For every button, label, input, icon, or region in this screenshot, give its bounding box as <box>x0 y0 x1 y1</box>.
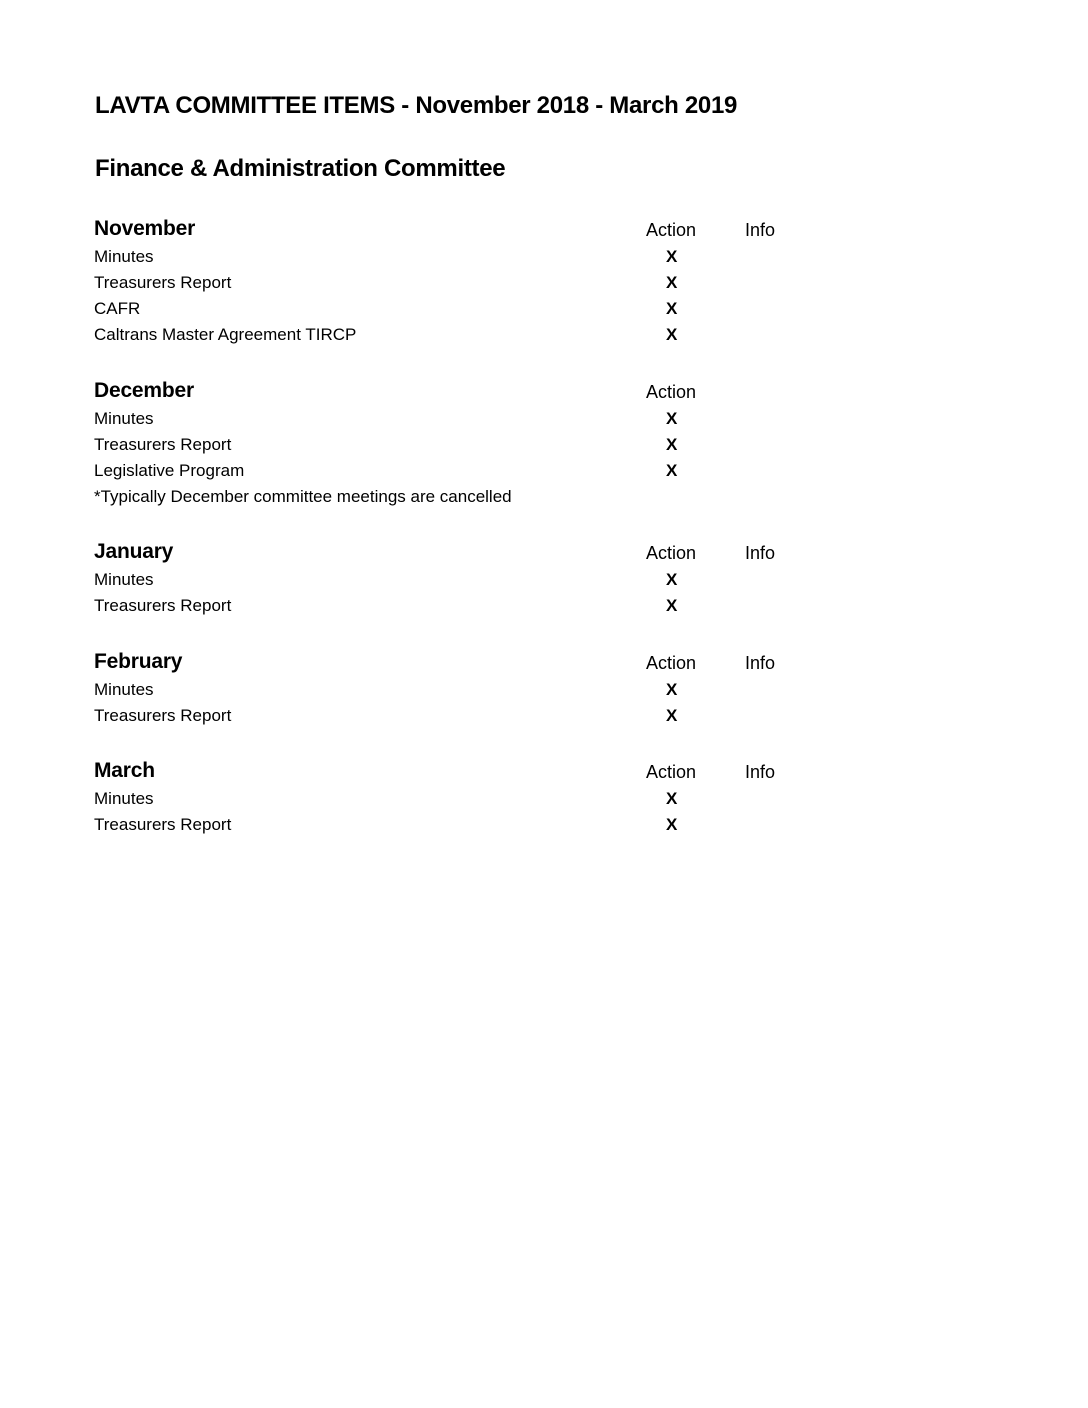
section-note <box>94 485 814 511</box>
action-column-header: Action <box>646 762 697 782</box>
action-mark: X <box>666 789 678 808</box>
item-label: Minutes <box>94 409 154 428</box>
item-row <box>94 271 814 297</box>
document-title: LAVTA COMMITTEE ITEMS - November 2018 - March 2019 <box>95 92 738 119</box>
month-heading: November <box>94 217 196 240</box>
item-row <box>94 594 814 620</box>
action-mark: X <box>666 706 678 725</box>
item-row <box>94 433 814 459</box>
item-row <box>94 813 814 839</box>
item-label: CAFR <box>94 299 141 318</box>
section-header <box>94 759 814 787</box>
item-label: Minutes <box>94 680 154 699</box>
item-label: Minutes <box>94 789 154 808</box>
item-row <box>94 568 814 594</box>
action-mark: X <box>666 409 678 428</box>
item-row <box>94 323 814 349</box>
action-mark: X <box>666 325 678 344</box>
cancellation-note: *Typically December committee meetings are cancelled <box>94 487 512 506</box>
action-mark: X <box>666 299 678 318</box>
month-heading: March <box>94 759 155 782</box>
action-column-header: Action <box>646 543 697 563</box>
section-november <box>94 217 814 349</box>
section-header <box>94 379 814 407</box>
item-label: Treasurers Report <box>94 273 232 292</box>
action-mark: X <box>666 596 678 615</box>
item-label: Treasurers Report <box>94 815 232 834</box>
month-heading: January <box>94 540 174 563</box>
item-row <box>94 787 814 813</box>
info-column-header: Info <box>745 762 776 782</box>
item-row <box>94 704 814 730</box>
item-label: Treasurers Report <box>94 435 232 454</box>
item-row <box>94 407 814 433</box>
item-row <box>94 245 814 271</box>
item-row <box>94 459 814 485</box>
item-label: Minutes <box>94 570 154 589</box>
action-mark: X <box>666 273 678 292</box>
committee-title: Finance & Administration Committee <box>95 155 506 182</box>
item-label: Legislative Program <box>94 461 245 480</box>
item-label: Treasurers Report <box>94 706 232 725</box>
action-column-header: Action <box>646 382 697 402</box>
item-row <box>94 678 814 704</box>
action-mark: X <box>666 680 678 699</box>
month-heading: February <box>94 650 183 673</box>
action-column-header: Action <box>646 653 697 673</box>
item-label: Minutes <box>94 247 154 266</box>
month-heading: December <box>94 379 194 402</box>
section-header <box>94 540 814 568</box>
action-mark: X <box>666 570 678 589</box>
action-mark: X <box>666 435 678 454</box>
action-mark: X <box>666 815 678 834</box>
info-column-header: Info <box>745 653 776 673</box>
section-december <box>94 379 814 511</box>
section-january <box>94 540 814 620</box>
section-february <box>94 650 814 730</box>
action-mark: X <box>666 461 678 480</box>
section-header <box>94 217 814 245</box>
section-header <box>94 650 814 678</box>
info-column-header: Info <box>745 543 776 563</box>
item-label: Treasurers Report <box>94 596 232 615</box>
info-column-header: Info <box>745 220 776 240</box>
action-column-header: Action <box>646 220 697 240</box>
item-label: Caltrans Master Agreement TIRCP <box>94 325 357 344</box>
section-march <box>94 759 814 839</box>
action-mark: X <box>666 247 678 266</box>
item-row <box>94 297 814 323</box>
